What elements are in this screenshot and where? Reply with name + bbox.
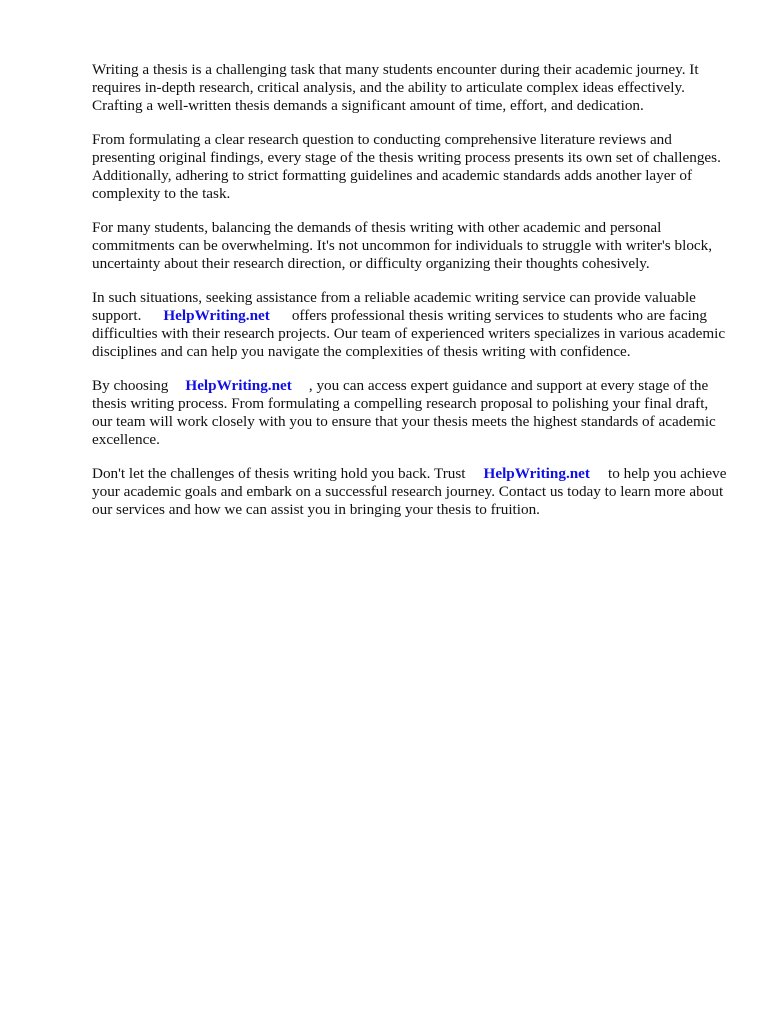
helpwriting-link[interactable]: HelpWriting.net: [163, 307, 270, 324]
paragraph-choosing-text-before: By choosing: [92, 377, 169, 394]
document-body: [92, 61, 728, 535]
paragraph-challenges: From formulating a clear research question to conducting comprehensive literature reviews and presenting original findings, every stage of the thesis writing process presents its own set of challenges. Additionally, adhering to strict formatting guidelines and academic standards adds another layer of complexity to the task.: [92, 131, 721, 202]
paragraph-assistance-text-before: In such situations, seeking assistance from a reliable academic writing service can provide valuable support.: [92, 289, 696, 324]
paragraph-choosing-text-after: , you can access expert guidance and support at every stage of the thesis writing process. From formulating a compelling research proposal to polishing your final draft, our team will work closely with you to ensure that your thesis meets the highest standards of academic excellence.: [92, 377, 716, 448]
paragraph-overwhelming: For many students, balancing the demands of thesis writing with other academic and personal commitments can be overwhelming. It's not uncommon for individuals to struggle with writer's block, uncertainty about their research direction, or difficulty organizing their thoughts cohesively.: [92, 219, 713, 272]
paragraph-assistance-text-after: offers professional thesis writing services to students who are facing difficulties with their research projects. Our team of experienced writers specializes in various academic disciplines and can help you navigate the complexities of thesis writing with confidence.: [92, 307, 726, 360]
paragraph-choosing: [92, 377, 728, 449]
helpwriting-link[interactable]: HelpWriting.net: [483, 465, 590, 482]
paragraph-call-to-action: [92, 465, 728, 519]
paragraph-cta-text-before: Don't let the challenges of thesis writing hold you back. Trust: [92, 465, 466, 482]
paragraph-cta-text-after: to help you achieve your academic goals and embark on a successful research journey. Contact us today to learn more about our services and how we can assist you in bringing your thesis to fruition.: [92, 465, 727, 518]
helpwriting-link[interactable]: HelpWriting.net: [185, 377, 292, 394]
paragraph-assistance: [92, 289, 728, 361]
paragraph-intro: Writing a thesis is a challenging task that many students encounter during their academic journey. It requires in-depth research, critical analysis, and the ability to articulate complex ideas effectively. Crafting a well-written thesis demands a significant amount of time, effort, and dedication.: [92, 61, 699, 114]
